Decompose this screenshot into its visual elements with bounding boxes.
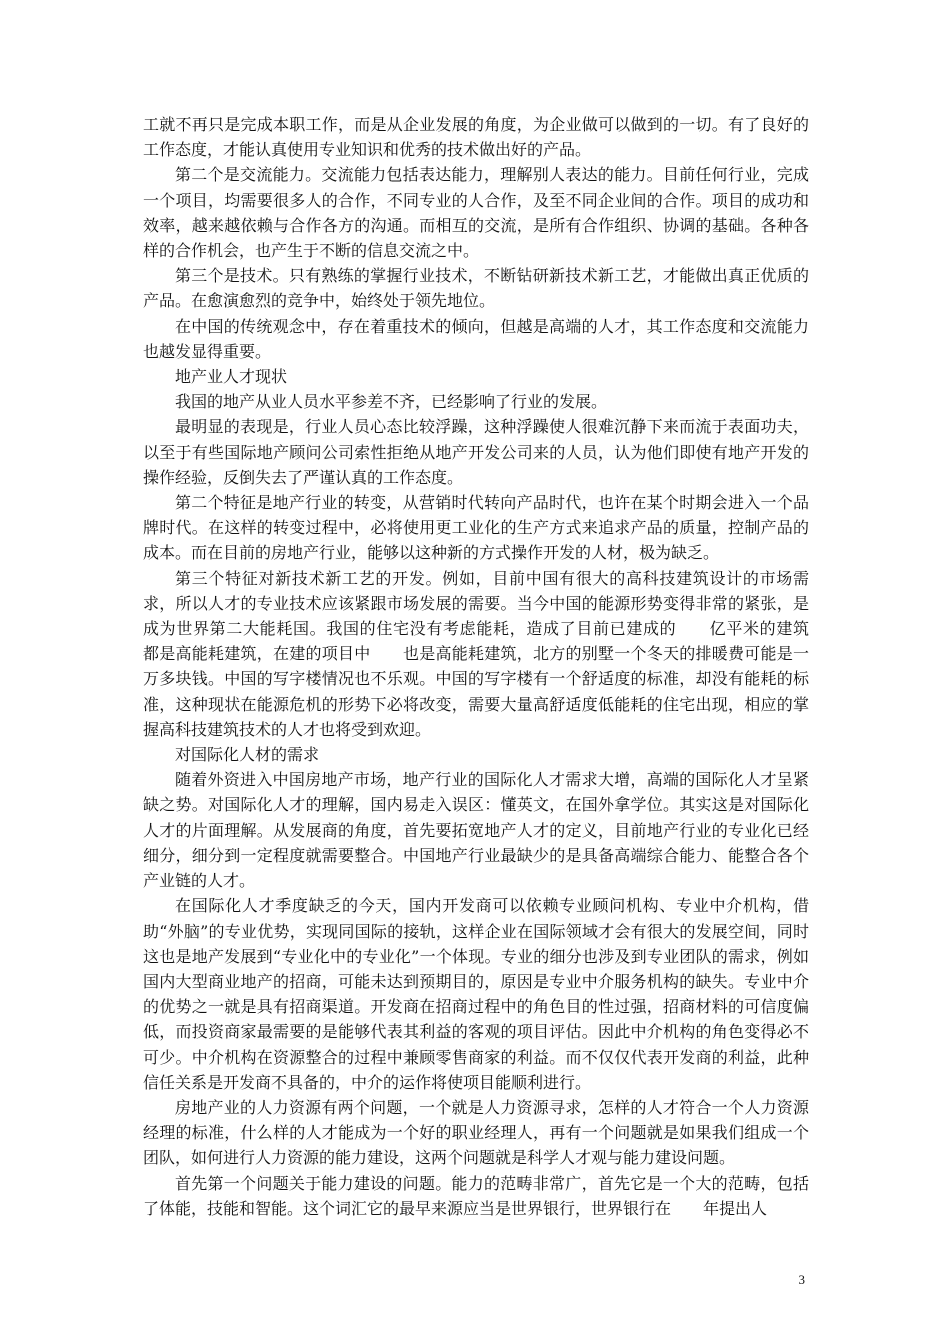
section-heading: 对国际化人材的需求 <box>175 745 320 765</box>
paragraph: 在中国的传统观念中，存在着重技术的倾向，但越是高端的人才，其工作态度和交流能力也越发显得重要。 <box>143 316 809 361</box>
paragraph: 首先第一个问题关于能力建设的问题。能力的范畴非常广，首先它是一个大的范畴，包括了体能，技能和智能。这个词汇它的最早来源应当是世界银行，世界银行在 年提出人 <box>143 1173 809 1218</box>
paragraph: 第三个是技术。只有熟练的掌握行业技术，不断钻研新技术新工艺，才能做出真正优质的产品。在愈演愈烈的竞争中，始终处于领先地位。 <box>143 266 809 311</box>
paragraph: 房地产业的人力资源有两个问题，一个就是人力资源寻求，怎样的人才符合一个人力资源经理的标准，什么样的人才能成为一个好的职业经理人，再有一个问题就是如果我们组成一个团队，如何进行人力资源的能力建设，这两个问题就是科学人才观与能力建设问题。 <box>143 1097 809 1168</box>
document-body <box>143 112 842 1221</box>
paragraph: 在国际化人才季度缺乏的今天，国内开发商可以依赖专业顾问机构、专业中介机构，借助“外脑”的专业优势，实现同国际的接轨，这样企业在国际领域才会有很大的发展空间，同时这也是地产发展到“专业化中的专业化”一个体现。专业的细分也涉及到专业团队的需求，例如国内大型商业地产的招商，可能未达到预期目的，原因是专业中介服务机构的缺失。专业中介的优势之一就是具有招商渠道。开发商在招商过程中的角色目的性过强，招商材料的可信度偏低，而投资商家最需要的是能够代表其利益的客观的项目评估。因此中介机构的角色变得必不可少。中介机构在资源整合的过程中兼顾零售商家的利益。而不仅仅代表开发商的利益，此种信任关系是开发商不具备的，中介的运作将使项目能顺利进行。 <box>143 896 809 1092</box>
page-number: 3 <box>798 1272 805 1287</box>
paragraph: 第三个特征对新技术新工艺的开发。例如，目前中国有很大的高科技建筑设计的市场需求，所以人才的专业技术应该紧跟市场发展的需要。当今中国的能源形势变得非常的紧张，是成为世界第二大能耗国。我国的住宅没有考虑能耗，造成了目前已建成的 亿平米的建筑 都是高能耗建筑，在建的项目中 也是高能耗建筑，北方的别墅一个冬天的排暖费可能是一万多块钱。中国的写字楼情况也不乐观。中国的写字楼有一个舒适度的标准，却没有能耗的标准，这种现状在能源危机的形势下必将改变，需要大量高舒适度低能耗的住宅出现，相应的掌握高科技建筑技术的人才也将受到欢迎。 <box>143 568 842 739</box>
paragraph: 最明显的表现是，行业人员心态比较浮躁，这种浮躁使人很难沉静下来而流于表面功夫，以至于有些国际地产顾问公司索性拒绝从地产开发公司来的人员，认为他们即使有地产开发的操作经验，反倒失去了严谨认真的工作态度。 <box>143 417 809 487</box>
paragraph: 第二个特征是地产行业的转变，从营销时代转向产品时代，也许在某个时期会进入一个品牌时代。在这样的转变过程中，必将使用更工业化的生产方式来追求产品的质量，控制产品的成本。而在目前的房地产行业，能够以这种新的方式操作开发的人材，极为缺乏。 <box>143 493 809 563</box>
paragraph: 我国的地产从业人员水平参差不齐，已经影响了行业的发展。 <box>175 392 608 412</box>
paragraph: 随着外资进入中国房地产市场，地产行业的国际化人才需求大增，高端的国际化人才呈紧缺之势。对国际化人才的理解，国内易走入误区：懂英文，在国外拿学位。其实这是对国际化人才的片面理解。从发展商的角度，首先要拓宽地产人才的定义，目前地产行业的专业化已经细分，细分到一定程度就需要整合。中国地产行业最缺少的是具备高端综合能力、能整合各个产业链的人才。 <box>143 770 809 891</box>
section-heading: 地产业人才现状 <box>175 367 288 387</box>
paragraph: 第二个是交流能力。交流能力包括表达能力，理解别人表达的能力。目前任何行业，完成一个项目，均需要很多人的合作，不同专业的人合作，及至不同企业间的合作。项目的成功和效率，越来越依赖与合作各方的沟通。而相互的交流，是所有合作组织、协调的基础。各种各样的合作机会，也产生于不断的信息交流之中。 <box>143 165 809 261</box>
paragraph: 工就不再只是完成本职工作，而是从企业发展的角度，为企业做可以做到的一切。有了良好的工作态度，才能认真使用专业知识和优秀的技术做出好的产品。 <box>143 115 809 160</box>
